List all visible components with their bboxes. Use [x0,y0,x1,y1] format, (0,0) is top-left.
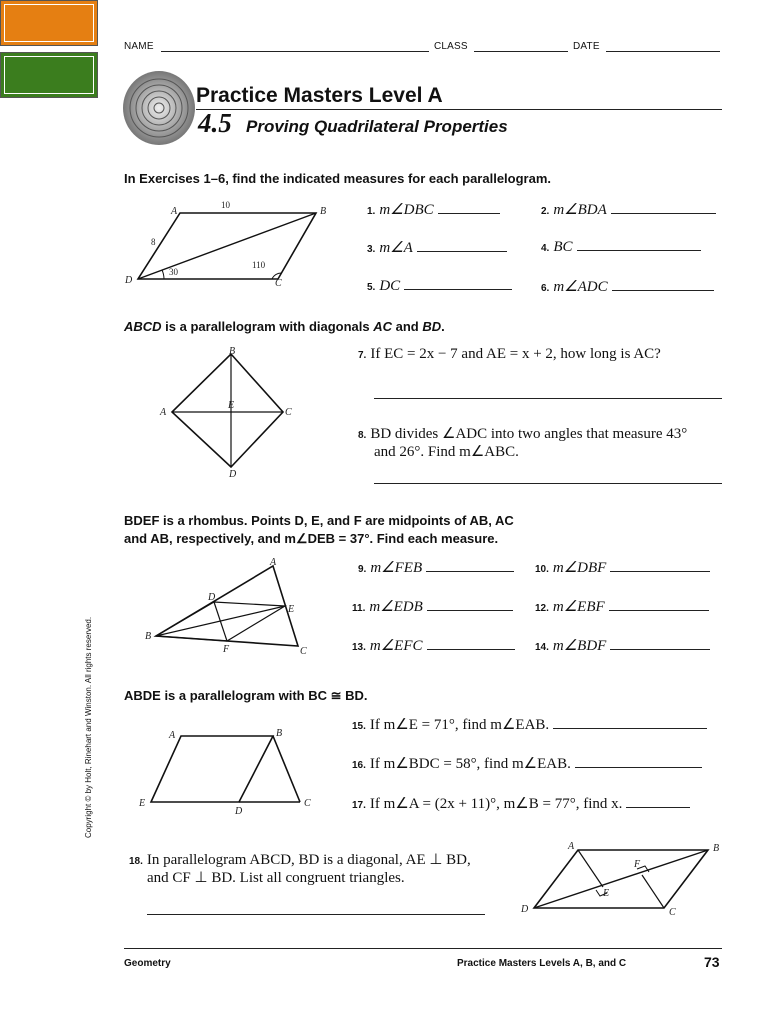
fig4-label-e: E [139,798,146,809]
fig1-side-ad: 8 [151,237,156,247]
exercise-18-line2: and CF ⊥ BD. List all congruent triangles. [147,870,405,886]
answer-blank-7[interactable] [374,398,722,399]
class-label: CLASS [434,41,468,52]
lesson-number: 4.5 [198,108,232,138]
answer-blank-8[interactable] [374,483,722,484]
lesson-title: Proving Quadrilateral Properties [246,117,508,136]
exercise-14: 14. m∠BDF [535,636,710,655]
fig3-label-a: A [270,557,277,568]
fig3-label-d: D [208,592,216,603]
section3-heading-line1: BDEF is a rhombus. Points D, E, and F are midpoints of AB, AC [124,513,514,528]
answer-blank-5[interactable] [404,288,512,290]
fig1-label-b: B [320,206,327,217]
fig5-label-f: F [634,859,641,870]
answer-blank-11[interactable] [427,609,513,611]
rhombus-figure [155,344,305,480]
exercise-4: 4. BC [541,238,701,256]
name-label: NAME [124,41,154,52]
copyright-notice: Copyright © by Holt, Rinehart and Winston. All rights reserved. [84,616,93,838]
parallelogram-figure-3 [516,838,726,922]
date-label: DATE [573,41,600,52]
exercise-16: 16. If m∠BDC = 58°, find m∠EAB. [352,754,702,773]
answer-blank-3[interactable] [417,250,507,252]
fig2-label-e: E [228,400,235,411]
green-tab [0,52,98,98]
page-title: Practice Masters Level A [196,84,443,107]
answer-blank-12[interactable] [609,609,709,611]
section2-heading: ABCD is a parallelogram with diagonals AC and BD. [124,319,445,334]
exercise-9: 9. m∠FEB [358,558,514,577]
answer-blank-14[interactable] [610,648,710,650]
fig1-side-ab: 10 [221,200,230,210]
fig4-label-c: C [304,798,311,809]
answer-blank-18[interactable] [147,914,485,915]
fig5-label-b: B [713,843,720,854]
fig4-label-d: D [235,806,243,816]
answer-blank-15[interactable] [553,727,707,729]
exercise-18: 18. In parallelogram ABCD, BD is a diagonal, AE ⊥ BD, [129,852,471,868]
fig4-label-a: A [169,730,176,741]
footer-rule [124,948,722,949]
answer-blank-2[interactable] [611,212,716,214]
exercise-13: 13. m∠EFC [352,636,515,655]
section1-instruction: In Exercises 1–6, find the indicated measures for each parallelogram. [124,171,552,186]
triangle-rhombus-figure [140,556,325,660]
title-rule [196,109,722,110]
page-number: 73 [704,954,720,970]
section4-heading: ABDE is a parallelogram with BC ≅ BD. [124,688,368,703]
answer-blank-17[interactable] [626,806,690,808]
fig1-label-a: A [171,206,178,217]
fig3-label-f: F [223,644,230,655]
exercise-1: 1. m∠DBC [367,200,500,219]
exercise-3: 3. m∠A [367,238,507,257]
exercise-6: 6. m∠ADC [541,277,714,296]
fig1-angle-d: 30 [169,267,178,277]
name-field[interactable] [161,51,429,52]
fig5-label-c: C [669,907,676,918]
answer-blank-4[interactable] [577,249,701,251]
answer-blank-10[interactable] [610,570,710,572]
class-field[interactable] [474,51,568,52]
exercise-12: 12. m∠EBF [535,597,709,616]
fig2-label-b: B [229,346,236,357]
fig5-label-e: E [603,888,610,899]
footer-book-title: Practice Masters Levels A, B, and C [457,958,627,969]
exercise-2: 2. m∠BDA [541,200,716,219]
parallelogram-figure-1 [120,196,340,290]
orange-tab [0,0,98,46]
exercise-8-line2: and 26°. Find m∠ABC. [374,444,519,460]
answer-blank-6[interactable] [612,289,714,291]
fig2-label-a: A [160,407,167,418]
fig5-label-a: A [568,841,575,852]
exercise-15: 15. If m∠E = 71°, find m∠EAB. [352,715,707,734]
footer-subject: Geometry [124,958,171,969]
spiral-logo [122,70,196,146]
exercise-11: 11. m∠EDB [352,597,513,616]
exercise-7: 7. If EC = 2x − 7 and AE = x + 2, how long is AC? [358,346,661,362]
exercise-5: 5. DC [367,277,512,295]
answer-blank-16[interactable] [575,766,702,768]
exercise-10: 10. m∠DBF [535,558,710,577]
fig2-label-c: C [285,407,292,418]
date-field[interactable] [606,51,720,52]
fig1-angle-c: 110 [252,260,266,270]
fig3-label-c: C [300,646,307,657]
exercise-17: 17. If m∠A = (2x + 11)°, m∠B = 77°, find x. [352,794,690,813]
answer-blank-13[interactable] [427,648,515,650]
fig3-label-b: B [145,631,152,642]
parallelogram-figure-2 [136,724,324,816]
answer-blank-1[interactable] [438,212,500,214]
fig2-label-d: D [229,469,237,480]
fig1-label-c: C [275,278,282,289]
fig1-label-d: D [125,275,133,286]
section3-heading-line2: and AB, respectively, and m∠DEB = 37°. Find each measure. [124,531,499,546]
fig5-label-d: D [521,904,529,915]
exercise-8: 8. BD divides ∠ADC into two angles that measure 43° [358,426,688,442]
answer-blank-9[interactable] [426,570,514,572]
fig4-label-b: B [276,728,283,739]
fig3-label-e: E [288,604,295,615]
